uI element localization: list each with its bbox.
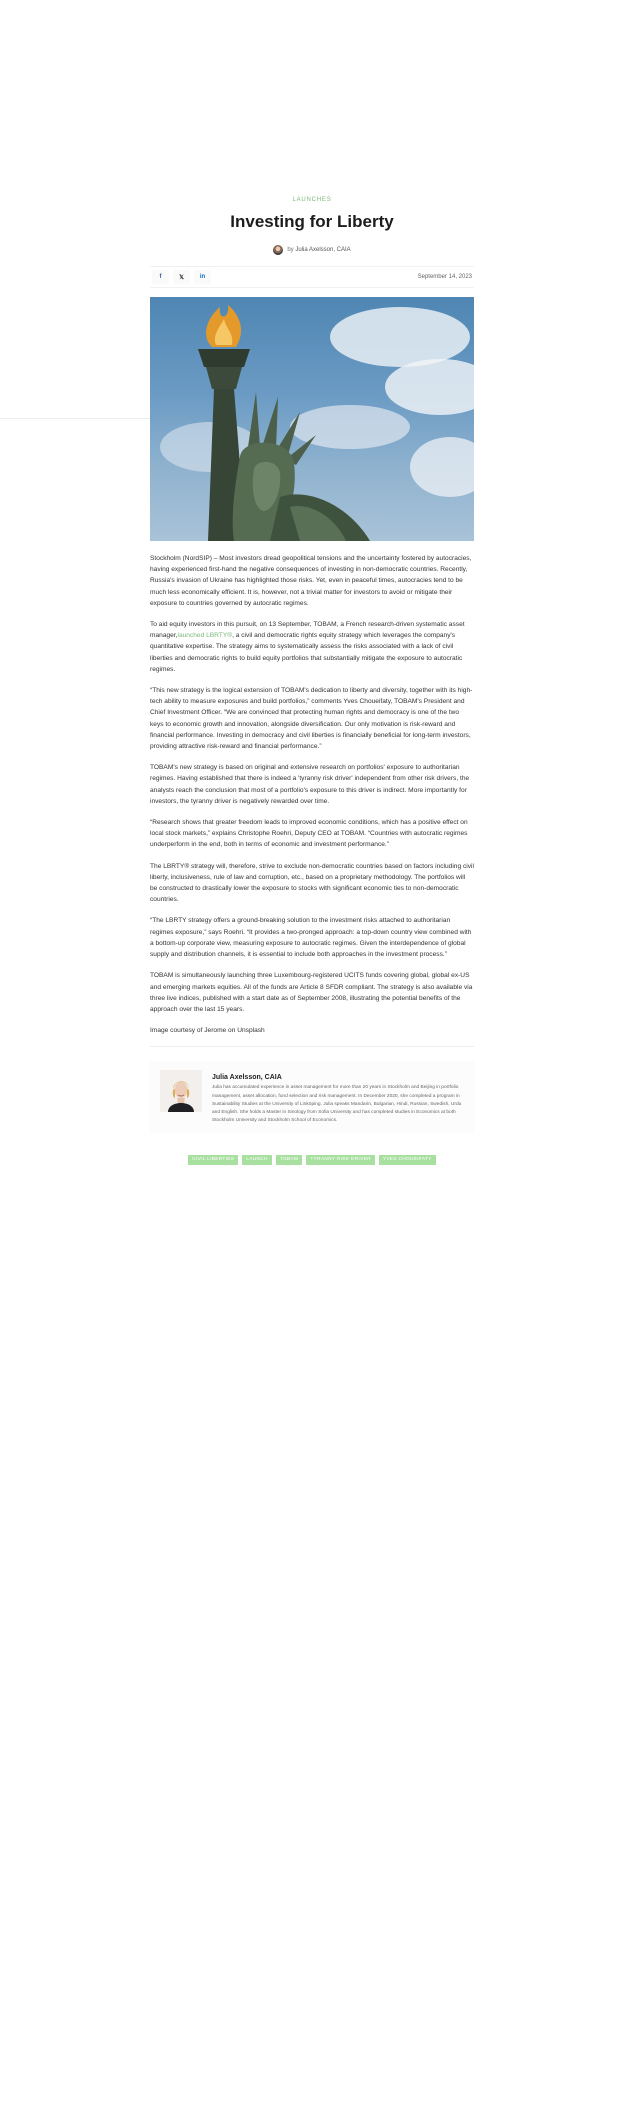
paragraph-2-text-start: To aid equity investors in this pursuit, on 13 September, TOBAM, a French research-driven systematic asset manager, <box>150 621 465 640</box>
share-buttons <box>150 270 211 284</box>
author-name[interactable]: Julia Axelsson, CAIA <box>212 1074 282 1082</box>
paragraph-2 <box>150 619 474 675</box>
launched-lbrty-link[interactable]: launched LBRTY® <box>177 632 233 640</box>
linkedin-share-icon[interactable]: in <box>194 270 211 284</box>
author-box <box>150 1061 474 1134</box>
facebook-share-icon[interactable]: f <box>152 270 169 284</box>
meta-bar <box>150 266 474 288</box>
publish-date: September 14, 2023 <box>417 274 472 280</box>
tag-launch[interactable]: LAUNCH <box>242 1155 272 1165</box>
article-body <box>150 553 474 1036</box>
paragraph-3: “This new strategy is the logical extension of TOBAM's dedication to liberty and diversity, together with its high-tech ability to measure exposures and build portfolios,” comments Yves Choueifaty, TOBAM's President and Chief Investment Officer. “We are convinced that protecting human rights and democracy is one of the two keys to economic growth and innovation, alongside diversification. Our only motivation is risk-reward and financial performance. Investing in democracy and civil liberties is financially beneficial for long-term investors, providing attractive risk-reward and financial performance.” <box>150 687 473 751</box>
tag-civil-liberties[interactable]: CIVIL LIBERTIES <box>188 1155 238 1165</box>
statue-of-liberty-photo-icon <box>150 297 474 541</box>
author-info <box>212 1070 464 1125</box>
author-link[interactable]: Julia Axelsson, CAIA <box>295 247 351 253</box>
section-divider <box>150 1046 474 1047</box>
paragraph-8: TOBAM is simultaneously launching three Luxembourg-registered UCITS funds covering global, global ex-US and emerging markets equities. All of the funds are Article 8 SFDR compliant. The strategy is also available via three live indices, published with a start date as of September 2008, illustrating the potential benefits of the approach over the last 15 years. <box>150 972 473 1013</box>
tag-yves-choueifaty[interactable]: YVES CHOUEIFATY <box>379 1155 436 1165</box>
article <box>150 0 474 1165</box>
category-label[interactable]: LAUNCHES <box>292 197 332 203</box>
paragraph-5: “Research shows that greater freedom leads to improved economic conditions, which has a positive effect on local stock markets,” explains Christophe Roehri, Deputy CEO at TOBAM. “Countries with autocratic regimes underperform in the end, both in terms of economic and investment performance.” <box>150 819 468 849</box>
byline <box>150 244 474 256</box>
tag-list <box>150 1155 474 1165</box>
page-divider-line <box>0 418 150 419</box>
author-bio: Julia has accumulated experience in asset management for more than 20 years in Stockholm and Beijing in portfolio management, asset allocation, fund selection and risk management. In December 2020, she completed a program in Sustainability Studies at the University of Linköping. Julia speaks Mandarin, Bulgarian, Hindi, Russian, Swedish, Urdu and English. She holds a Master in Sinology from Sofia University and has completed studies in Economics at both Stockholm University and Stockholm School of Economics. <box>212 1085 462 1124</box>
paragraph-4: TOBAM's new strategy is based on original and extensive research on portfolios' exposure to authoritarian regimes. Having established that there is indeed a 'tyranny risk driver' independent from other risk drivers, the analysts reach the conclusion that most of a portfolio's exposure to this driver is indirect. More importantly for investors, the tyranny driver is negatively rewarded over time. <box>150 764 470 805</box>
x-share-icon[interactable]: 𝕏 <box>173 270 190 284</box>
tag-tyranny-risk-driver[interactable]: TYRANNY RISK DRIVER <box>306 1155 375 1165</box>
page-title: Investing for Liberty <box>230 212 394 231</box>
byline-prefix: by <box>287 247 294 253</box>
paragraph-1: Stockholm (NordSIP) – Most investors dread geopolitical tensions and the uncertainty fostered by autocracies, having experienced first-hand the negative consequences of investing in non-democratic countries. Recently, Russia's invasion of Ukraine has highlighted those risks. Yet, even in peaceful times, autocracies tend to be much less economically efficient. It is, however, not a trivial matter for investors to avoid or mitigate their exposure to countries governed by autocratic regimes. <box>150 555 472 607</box>
paragraph-2-text-end: , a civil and democratic rights equity strategy which leverages the company's quantitative expertise. The strategy aims to systematically assess the risks associated with a lack of civil liberties and democratic rights to build equity portfolios that substantially mitigate the exposure to autocratic regimes. <box>150 632 463 673</box>
tag-tobam[interactable]: TOBAM <box>276 1155 302 1165</box>
paragraph-6: The LBRTY® strategy will, therefore, strive to exclude non-democratic countries based on factors including civil liberty, inclusiveness, rule of law and corruption, etc., based on a proprietary methodology. The portfolios will be constructed to drastically lower the exposure to stocks with significant economic ties to non-democratic countries. <box>150 862 474 904</box>
hero-image <box>150 297 474 541</box>
paragraph-7: “The LBRTY strategy offers a ground-breaking solution to the investment risks attached to authoritarian regimes exposure,” says Roehri. “It provides a two-pronged approach: a top-down country view combined with a bottom-up corporate view, measuring exposure to autocratic regimes. Given the interdependence of global supply and distribution channels, it is essential to include both approaches in the investment process.” <box>150 917 472 959</box>
avatar[interactable] <box>273 245 283 255</box>
author-portrait-icon[interactable] <box>160 1070 202 1112</box>
image-credit: Image courtesy of Jerome on Unsplash <box>150 1027 265 1035</box>
